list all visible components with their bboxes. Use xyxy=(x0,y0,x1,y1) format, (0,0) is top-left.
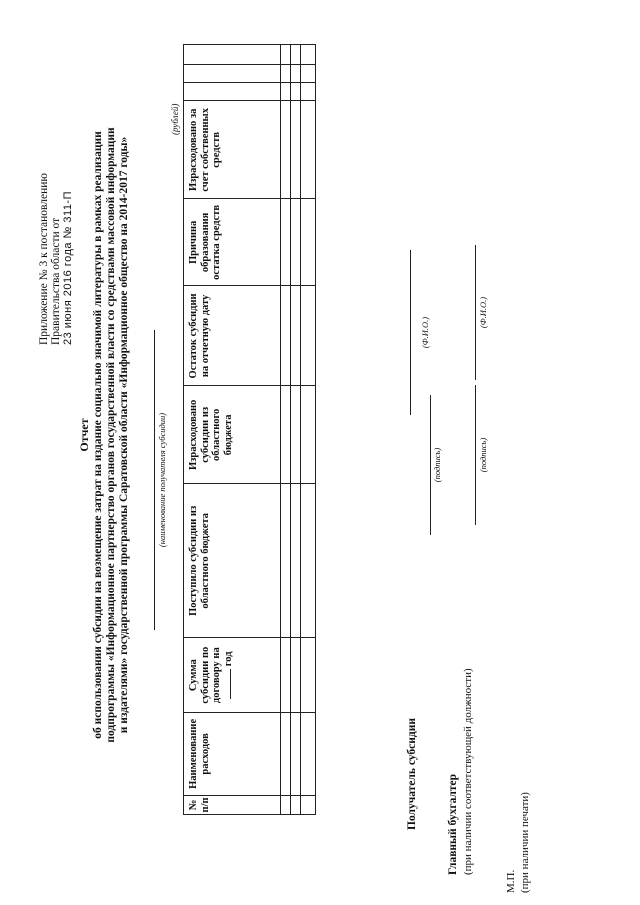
col-spent-budget-header: Израсходовано субсидии из областного бюджета xyxy=(184,386,281,484)
accountant-name-line xyxy=(475,245,476,380)
recipient-name-line xyxy=(154,330,155,630)
appendix-line-2: Правительства области от xyxy=(50,217,62,345)
col-received-header: Поступило субсидии из областного бюджета xyxy=(184,484,281,638)
report-title-line-1: об использовании субсидии на возмещение затрат на издание социально значимой литературы в рамках реализации xyxy=(92,131,104,739)
recipient-signature-caption: (подпись) xyxy=(432,447,442,483)
recipient-name-caption: (наименование получателя субсидии) xyxy=(157,412,167,548)
accountant-signature-line xyxy=(475,385,476,525)
col-own-funds-header: Израсходовано за счет собственных средств xyxy=(184,101,281,199)
accountant-note: (при наличии соответствующей должности) xyxy=(462,668,474,875)
appendix-date: 23 июня 2016 года № 311-П xyxy=(62,190,74,345)
col-empty-header-3 xyxy=(184,45,281,65)
col-balance-reason-header: Причина образования остатка средств xyxy=(184,199,281,286)
report-title-line-3: и издателями» государственной программы Саратовской области «Информационное общество на 2014-2017 годы» xyxy=(118,136,130,734)
table-row xyxy=(301,45,316,815)
col-balance-header: Остаток субсидии на отчетную дату xyxy=(184,286,281,386)
report-heading: Отчет xyxy=(77,418,91,452)
recipient-signature-line xyxy=(430,395,431,535)
accountant-label: Главный бухгалтер xyxy=(447,773,459,875)
stamp-note: (при наличии печати) xyxy=(519,792,531,893)
accountant-signature-caption: (подпись) xyxy=(478,437,488,473)
recipient-signature-label: Получатель субсидии xyxy=(406,718,418,830)
recipient-name-caption: (Ф.И.О.) xyxy=(420,316,430,349)
col-contract-sum-year: год xyxy=(222,651,234,667)
accountant-name-caption: (Ф.И.О.) xyxy=(478,296,488,329)
report-title xyxy=(78,115,131,755)
subsidy-report-table xyxy=(183,44,316,815)
table-row xyxy=(291,45,301,815)
appendix-note xyxy=(38,173,74,345)
appendix-line-1: Приложение № 3 к постановлению xyxy=(38,172,50,345)
col-contract-sum-header xyxy=(184,638,281,712)
recipient-name-line xyxy=(410,250,411,415)
stamp-label: М.П. xyxy=(505,869,517,893)
table-header-row xyxy=(184,45,281,815)
col-number-header: № п/п xyxy=(184,795,281,814)
col-empty-header-2 xyxy=(184,65,281,83)
col-expense-name-header: Наименование расходов xyxy=(184,712,281,795)
col-empty-header-1 xyxy=(184,83,281,101)
currency-note: (рублей) xyxy=(170,103,180,135)
year-blank-line xyxy=(230,669,231,699)
table-row xyxy=(281,45,291,815)
col-contract-sum-text: Сумма субсидии по договору на xyxy=(188,646,222,704)
report-title-line-2: подпрограммы «Информационное партнерство органов государственной власти со средствами массовой информации xyxy=(105,127,117,743)
